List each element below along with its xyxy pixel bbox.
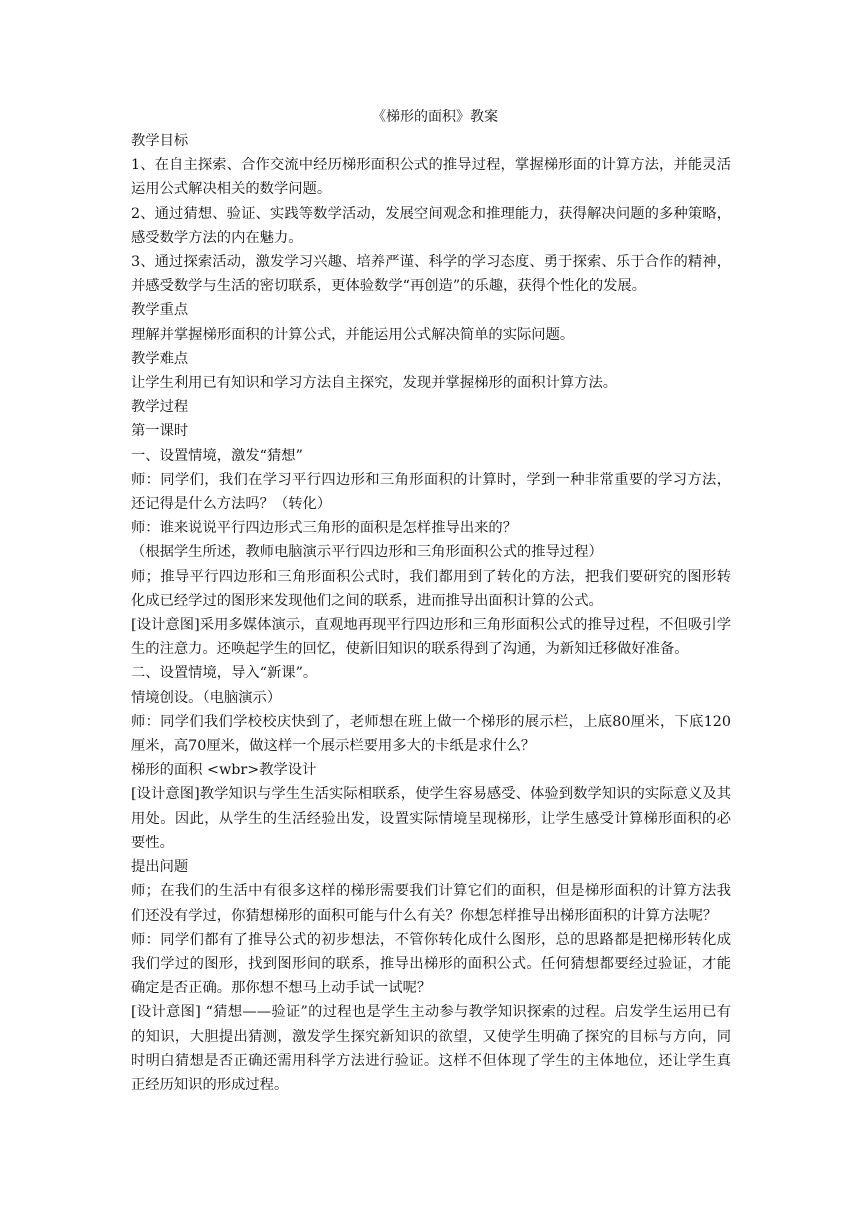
paragraph-teacher-4: 师：同学们我们学校校庆快到了，老师想在班上做一个梯形的展示栏，上底80厘米，下底120厘米，高70厘米，做这样一个展示栏要用多大的卡纸是求什么？: [131, 713, 731, 755]
paragraph-teacher-1: 师：同学们，我们在学习平行四边形和三角形面积的计算时，学到一种非常重要的学习方法，还记得是什么方法吗？（转化）: [131, 471, 731, 513]
paragraph-teacher-6: 师：同学们都有了推导公式的初步想法，不管你转化成什么图形，总的思路都是把梯形转化成我们学过的图形，找到图形间的联系，推导出梯形的面积公式。任何猜想都要经过验证，才能确定是否正确。那你想不想马上动手试一试呢？: [131, 931, 731, 997]
heading-first-lesson: 第一课时: [131, 423, 189, 440]
goal-item-1: 1、在自主探索、合作交流中经历梯形面积公式的推导过程，掌握梯形面的计算方法，并能灵活运用公式解决相关的数学问题。: [131, 157, 731, 198]
paragraph-scenario: 情境创设。（电脑演示）: [131, 689, 282, 706]
section-1-heading: 一、设置情境，激发“猜想”: [131, 447, 303, 464]
difficulties-text: 让学生利用已有知识和学习方法自主探究，发现并掌握梯形的面积计算方法。: [131, 375, 618, 392]
paragraph-teacher-5: 师；在我们的生活中有很多这样的梯形需要我们计算它们的面积，但是梯形面积的计算方法我们还没有学过，你猜想梯形的面积可能与什么有关？你想怎样推导出梯形面积的计算方法呢？: [131, 883, 731, 924]
goal-item-3: 3、通过探索活动，激发学习兴趣、培养严谨、科学的学习态度、勇于探索、乐于合作的精神，并感受数学与生活的密切联系，更体验数学“再创造”的乐趣，获得个性化的发展。: [131, 254, 731, 295]
heading-raise-question: 提出问题: [131, 859, 189, 876]
paragraph-design-intent-3: [设计意图] “猜想——验证”的过程也是学生主动参与教学知识探索的过程。启发学生运用已有的知识，大胆提出猜测，激发学生探究新知识的欲望，又使学生明确了探究的目标与方向，同时明白猜想是否正确还需用科学方法进行验证。这样不但体现了学生的主体地位，还让学生真正经历知识的形成过程。: [131, 1004, 731, 1093]
paragraph-image-caption: 梯形的面积 <wbr>教学设计: [131, 762, 317, 779]
heading-process: 教学过程: [131, 399, 189, 416]
document-page: [131, 106, 731, 1097]
goal-item-2: 2、通过猜想、验证、实践等数学活动，发展空间观念和推理能力，获得解决问题的多种策略，感受数学方法的内在魅力。: [131, 205, 731, 246]
document-title: 《梯形的面积》教案: [372, 109, 498, 125]
paragraph-design-intent-1: [设计意图]采用多媒体演示，直观地再现平行四边形和三角形面积公式的推导过程，不但吸引学生的注意力。还唤起学生的回忆，使新旧知识的联系得到了沟通，为新知迁移做好准备。: [131, 617, 731, 658]
paragraph-design-intent-2: [设计意图]教学知识与学生生活实际相联系，使学生容易感受、体验到数学知识的实际意义及其用处。因此，从学生的生活经验出发，设置实际情境呈现梯形，让学生感受计算梯形面积的必要性。: [131, 786, 731, 851]
paragraph-teacher-3: 师；推导平行四边形和三角形面积公式时，我们都用到了转化的方法，把我们要研究的图形转化成已经学过的图形来发现他们之间的联系，进而推导出面积计算的公式。: [131, 568, 731, 609]
document-body: [131, 129, 731, 1097]
key-points-text: 理解并掌握梯形面积的计算公式，并能运用公式解决简单的实际问题。: [131, 326, 575, 343]
paragraph-teacher-2: 师：谁来说说平行四边形式三角形的面积是怎样推导出来的？: [131, 520, 518, 537]
heading-difficulties: 教学难点: [131, 350, 189, 367]
heading-key-points: 教学重点: [131, 302, 189, 319]
paragraph-demo-note: （根据学生所述，教师电脑演示平行四边形和三角形面积公式的推导过程）: [131, 544, 603, 561]
section-2-heading: 二、设置情境，导入“新课”。: [131, 665, 318, 682]
heading-teaching-goals: 教学目标: [131, 133, 189, 149]
